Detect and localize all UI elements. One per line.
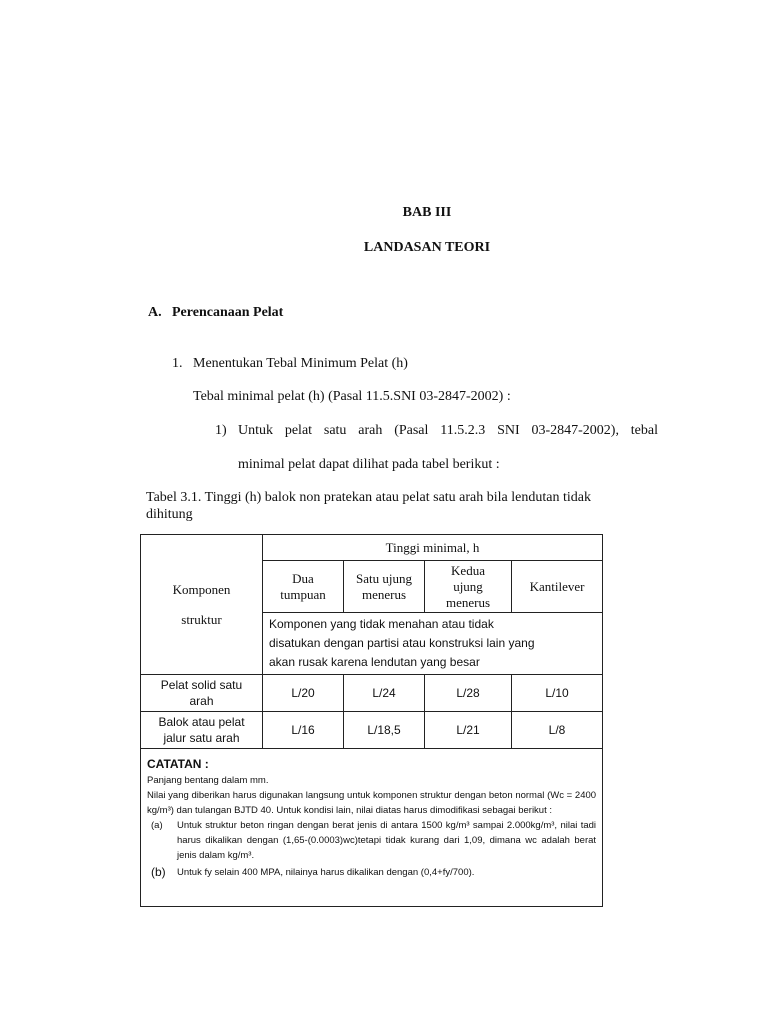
notes-item-marker: (b): [151, 865, 166, 879]
notes-box: [141, 749, 603, 907]
row-label: [141, 712, 263, 749]
condition-line: Komponen yang tidak menahan atau tidak: [269, 617, 494, 631]
notes-title: CATATAN :: [147, 757, 209, 771]
chapter-title: LANDASAN TEORI: [363, 240, 491, 255]
condition-line: akan rusak karena lendutan yang besar: [269, 655, 480, 669]
notes-item-marker: (a): [151, 820, 163, 831]
column-header-line: menerus: [445, 594, 491, 610]
row-label-line: jalur satu arah: [163, 731, 240, 745]
column-header-satu-ujung: [344, 561, 425, 613]
notes-item-text: Untuk fy selain 400 MPA, nilainya harus dikalikan dengan (0,4+fy/700).: [177, 867, 475, 878]
item-marker: 1.: [172, 356, 183, 371]
table-cell: L/21: [425, 712, 512, 749]
row-label-line: Balok atau pelat: [158, 715, 245, 729]
notes-item-text: Untuk struktur beton ringan dengan berat jenis di antara 1500 kg/m³ sampai 2.000kg/m³, nilai tadi harus dikalikan dengan (1,65-(0.0003)wc)tetapi tidak kurang dari 1,09, dimana wc adalah berat jenis dalam kg/m³.: [177, 820, 597, 861]
item-title: Menentukan Tebal Minimum Pelat (h): [193, 356, 408, 371]
notes-line: Panjang bentang dalam mm.: [147, 775, 269, 786]
table-row: [141, 712, 603, 749]
row-label: [141, 675, 263, 712]
column-header-line: tumpuan: [280, 586, 326, 602]
table-cell: L/18,5: [344, 712, 425, 749]
min-thickness-table: [140, 534, 603, 907]
subitem-line-2: minimal pelat dapat dilihat pada tabel berikut :: [238, 457, 500, 472]
table-row: [141, 675, 603, 712]
condition-line: disatukan dengan partisi atau konstruksi lain yang: [269, 636, 535, 650]
component-header-line: struktur: [181, 611, 222, 627]
component-header-line: Komponen: [172, 581, 231, 597]
height-header: Tinggi minimal, h: [263, 535, 603, 561]
notes-paragraph: Nilai yang diberikan harus digunakan langsung untuk komponen struktur dengan beton normal (Wc = 2400 kg/m³) dan tulangan BJTD 40. Untuk kondisi lain, nilai diatas harus dimodifikasi sebagai berikut :: [147, 790, 597, 816]
column-header-kantilever: [512, 561, 603, 613]
table-cell: L/10: [512, 675, 603, 712]
intro-text: Tebal minimal pelat (h) (Pasal 11.5.SNI 03-2847-2002) :: [193, 389, 511, 404]
column-header-line: Kedua: [451, 562, 485, 578]
table-cell: L/8: [512, 712, 603, 749]
component-header: [141, 535, 263, 675]
chapter-number: BAB III: [402, 205, 452, 220]
notes-item-b: [147, 865, 596, 880]
column-header-dua-tumpuan: [263, 561, 344, 613]
table-cell: L/16: [263, 712, 344, 749]
column-header-line: Kantilever: [529, 578, 585, 594]
section-title: Perencanaan Pelat: [172, 305, 284, 320]
row-label-line: arah: [189, 694, 214, 708]
row-label-line: Pelat solid satu: [160, 678, 243, 692]
condition-note: [263, 613, 603, 675]
notes-item-a: [147, 818, 596, 863]
table-cell: L/20: [263, 675, 344, 712]
table-caption-line-1: Tabel 3.1. Tinggi (h) balok non pratekan atau pelat satu arah bila lendutan tidak: [146, 490, 591, 505]
column-header-kedua-ujung: [425, 561, 512, 613]
table-cell: L/28: [425, 675, 512, 712]
table-cell: L/24: [344, 675, 425, 712]
column-header-line: Dua: [292, 570, 314, 586]
section-marker: A.: [148, 305, 162, 320]
column-header-line: menerus: [361, 586, 407, 602]
column-header-line: Satu ujung: [356, 570, 412, 586]
column-header-line: ujung: [453, 578, 483, 594]
subitem-marker: 1): [215, 423, 227, 438]
subitem-line-1: Untuk pelat satu arah (Pasal 11.5.2.3 SNI 03-2847-2002), tebal: [238, 423, 658, 438]
table-caption-line-2: dihitung: [146, 507, 193, 522]
